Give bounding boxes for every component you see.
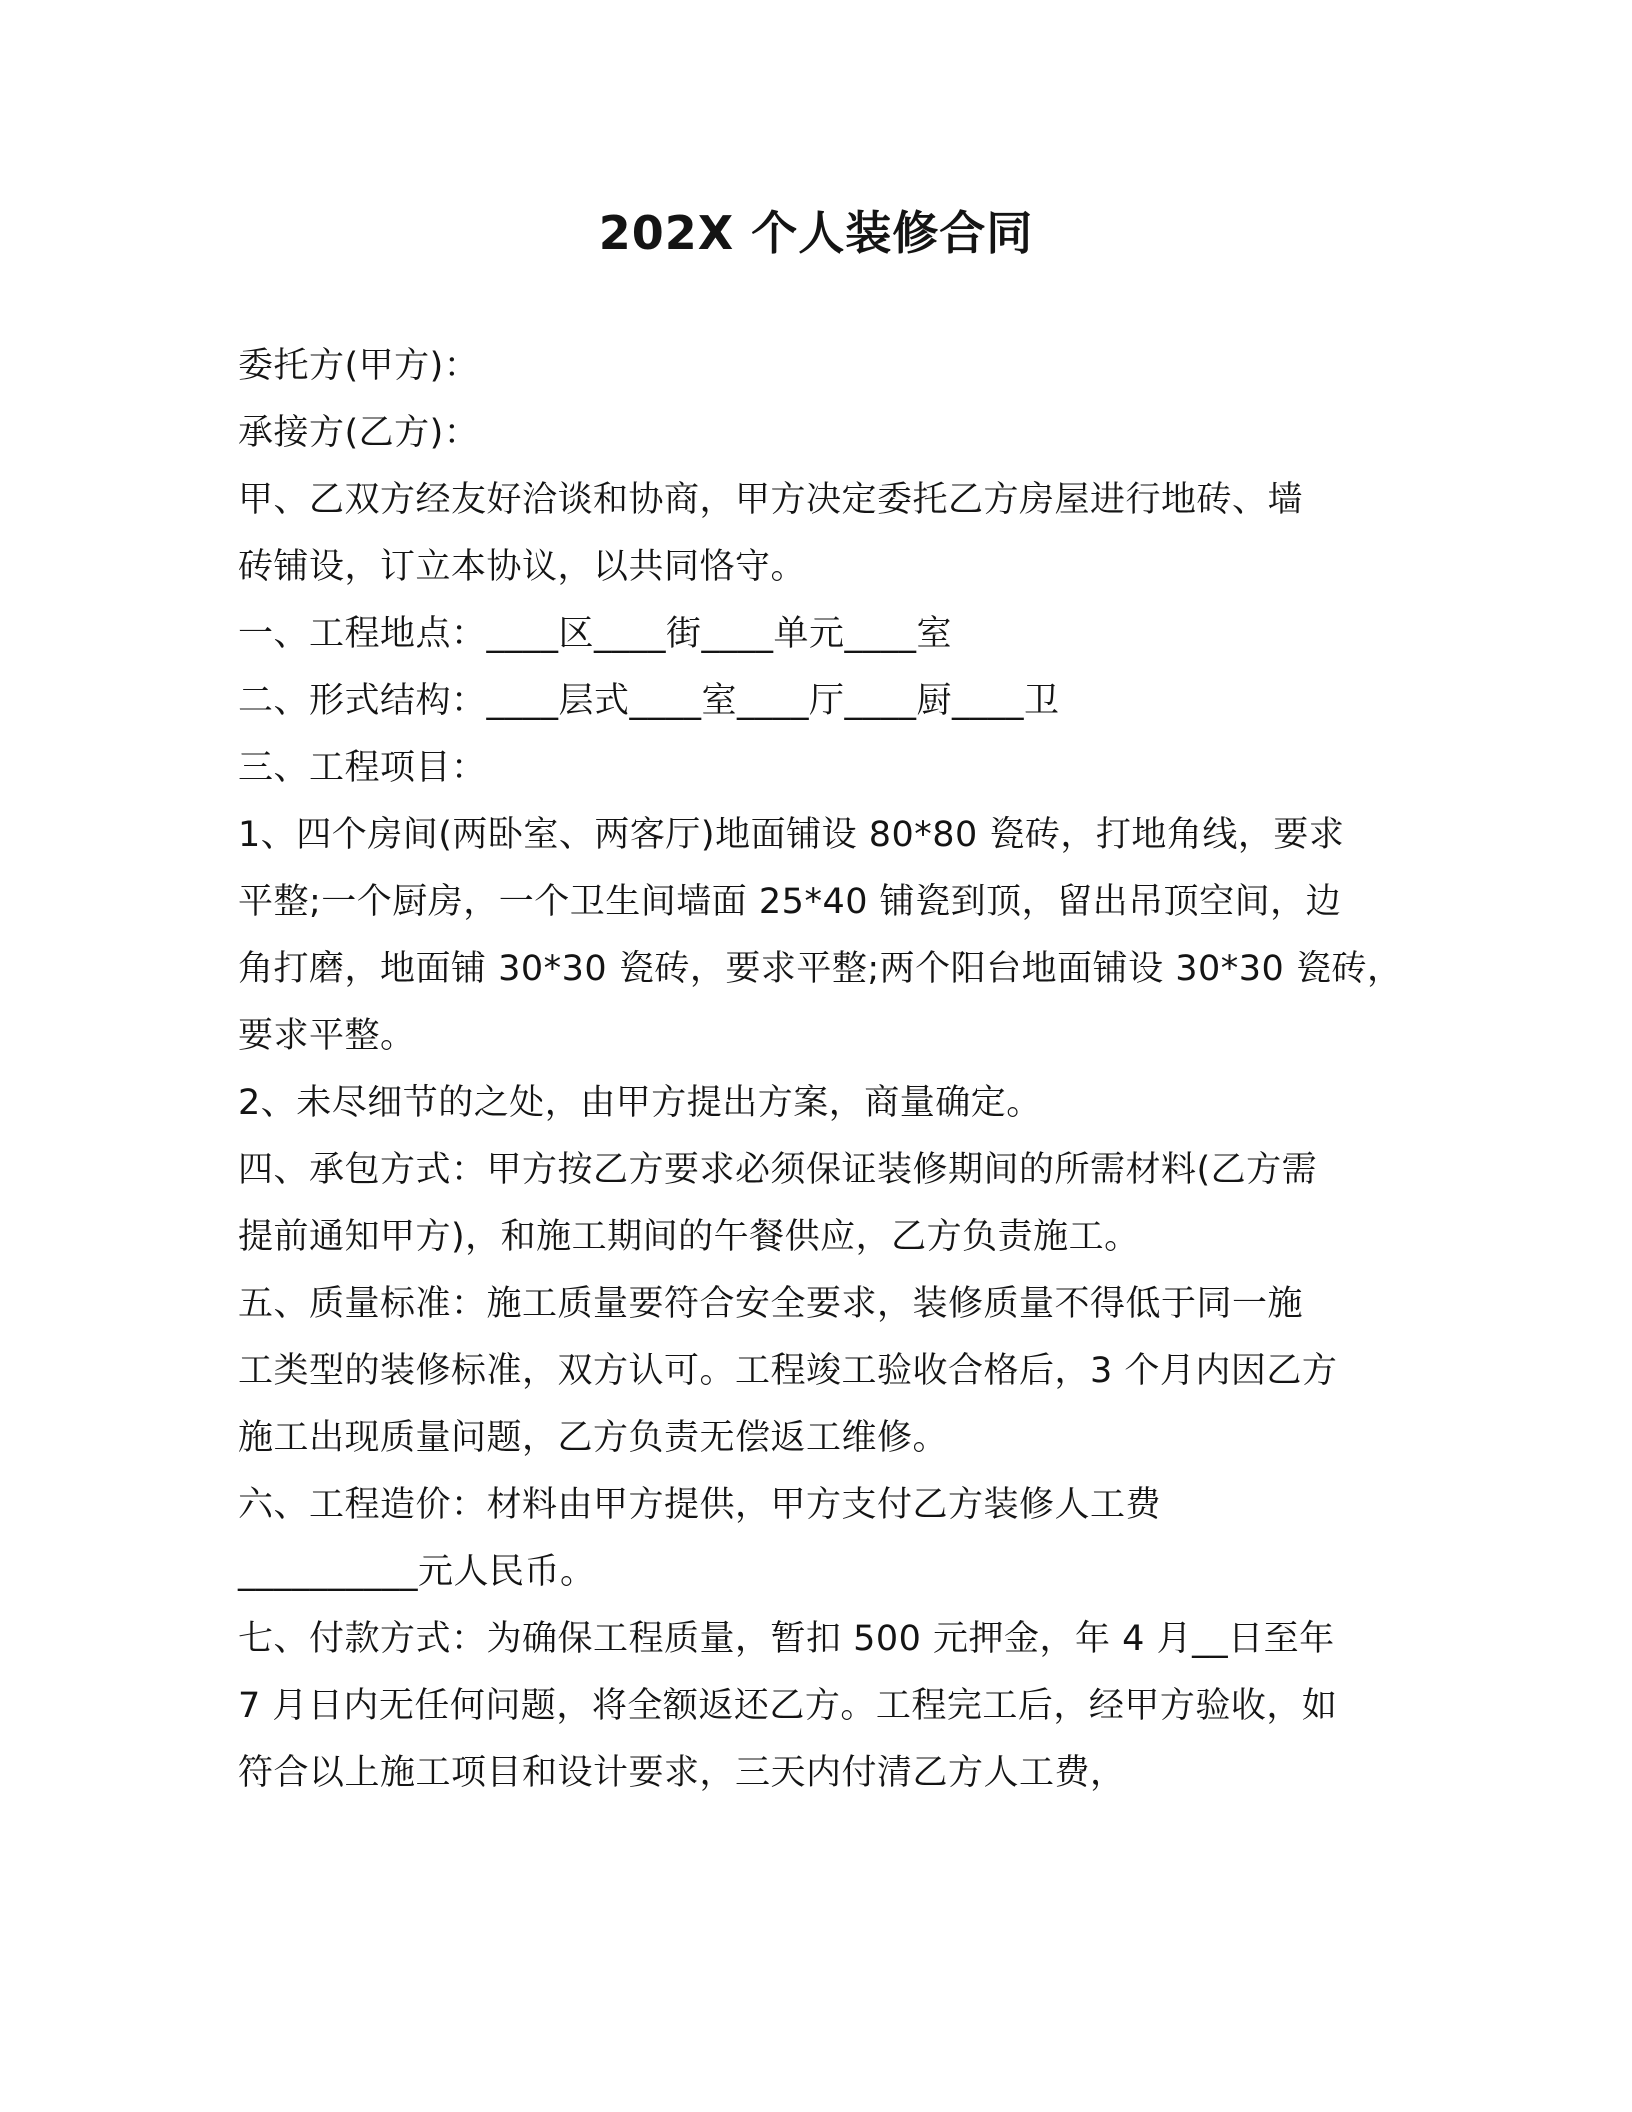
project-item-1-line-2: 平整;一个厨房，一个卫生间墙面 25*40 铺瓷到顶，留出吊顶空间，边 bbox=[238, 882, 1342, 922]
clause-quality-line-1: 五、质量标准：施工质量要符合安全要求，装修质量不得低于同一施 bbox=[238, 1284, 1304, 1324]
project-item-1-line-1: 1、四个房间(两卧室、两客厅)地面铺设 80*80 瓷砖，打地角线，要求 bbox=[238, 815, 1345, 855]
party-a-line: 委托方(甲方)： bbox=[238, 346, 480, 386]
clause-contract-line-1: 四、承包方式：甲方按乙方要求必须保证装修期间的所需材料(乙方需 bbox=[238, 1150, 1318, 1190]
preamble-line-1: 甲、乙双方经友好洽谈和协商，甲方决定委托乙方房屋进行地砖、墙 bbox=[238, 480, 1304, 520]
document-title: 202X 个人装修合同 bbox=[598, 206, 1034, 260]
clause-location: 一、工程地点：____区____街____单元____室 bbox=[238, 614, 953, 654]
clause-payment-line-1: 七、付款方式：为确保工程质量，暂扣 500 元押金，年 4 月__日至年 bbox=[238, 1619, 1335, 1659]
clause-project-heading: 三、工程项目： bbox=[238, 748, 487, 788]
clause-structure: 二、形式结构：____层式____室____厅____厨____卫 bbox=[238, 681, 1060, 721]
clause-contract-line-2: 提前通知甲方)，和施工期间的午餐供应，乙方负责施工。 bbox=[238, 1217, 1140, 1257]
project-item-2: 2、未尽细节的之处，由甲方提出方案，商量确定。 bbox=[238, 1083, 1042, 1123]
clause-quality-line-3: 施工出现质量问题，乙方负责无偿返工维修。 bbox=[238, 1418, 949, 1458]
party-b-line: 承接方(乙方)： bbox=[238, 413, 480, 453]
clause-cost-line-1: 六、工程造价：材料由甲方提供，甲方支付乙方装修人工费 bbox=[238, 1485, 1162, 1525]
project-item-1-line-4: 要求平整。 bbox=[238, 1016, 416, 1056]
clause-quality-line-2: 工类型的装修标准，双方认可。工程竣工验收合格后，3 个月内因乙方 bbox=[238, 1351, 1338, 1391]
clause-cost-line-2: __________元人民币。 bbox=[238, 1552, 596, 1592]
clause-payment-line-2: 7 月日内无任何问题，将全额返还乙方。工程完工后，经甲方验收，如 bbox=[238, 1686, 1338, 1726]
preamble-line-2: 砖铺设，订立本协议，以共同恪守。 bbox=[238, 547, 807, 587]
clause-payment-line-3: 符合以上施工项目和设计要求，三天内付清乙方人工费， bbox=[238, 1753, 1126, 1793]
document-body bbox=[238, 333, 1413, 1807]
project-item-1-line-3: 角打磨，地面铺 30*30 瓷砖，要求平整;两个阳台地面铺设 30*30 瓷砖， bbox=[238, 949, 1403, 989]
